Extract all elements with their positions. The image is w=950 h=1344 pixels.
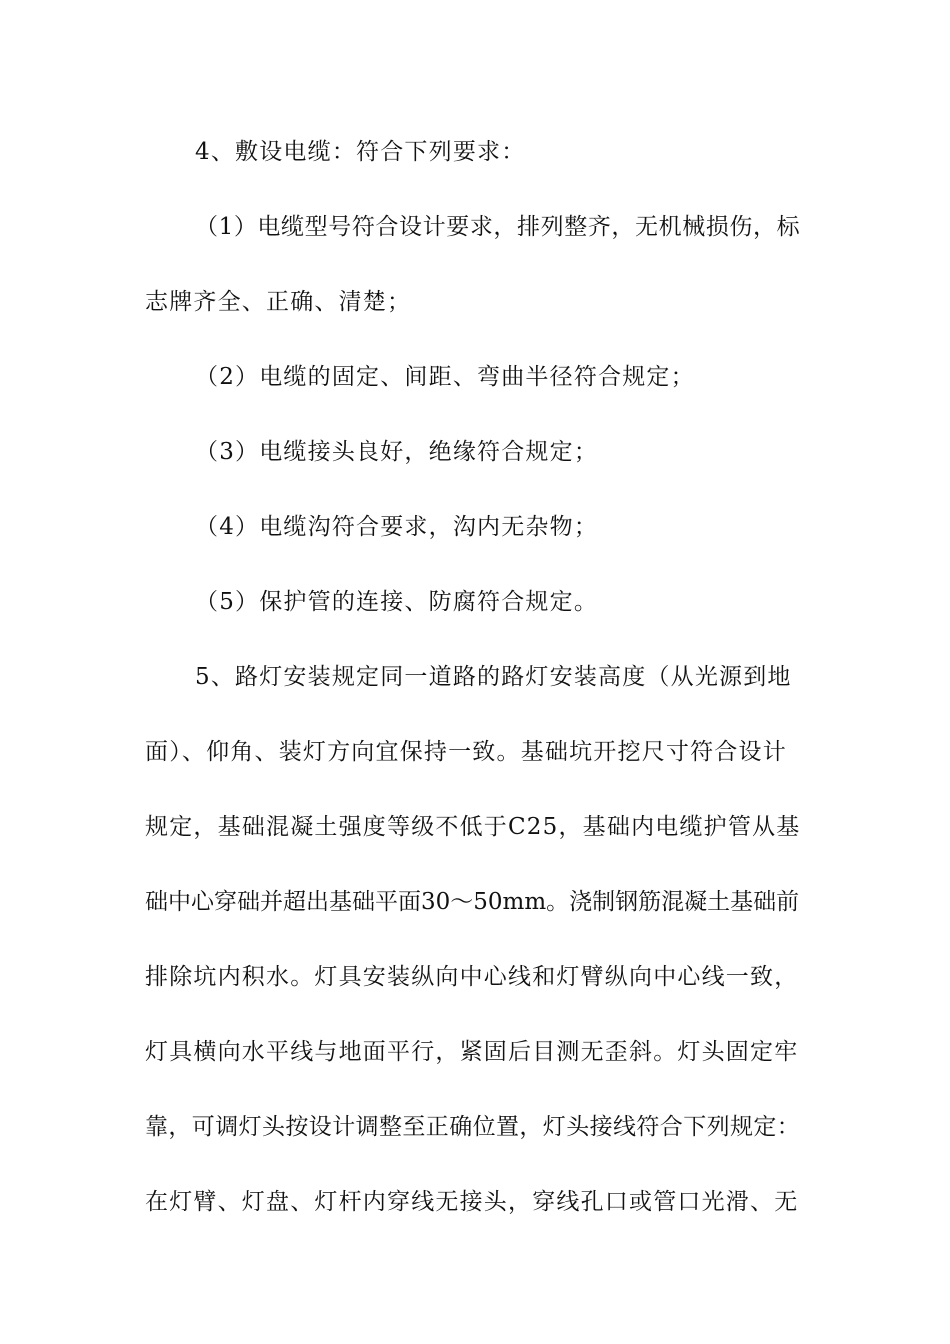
item-5: （5）保护管的连接、防腐符合规定。 (195, 589, 599, 615)
section-5-line-3: 规定，基础混凝土强度等级不低于C25，基础内电缆护管从基 (145, 814, 801, 840)
section-5-line-2: 面）、仰角、装灯方向宜保持一致。基础坑开挖尺寸符合设计 (145, 739, 787, 765)
section-5-line-7: 靠，可调灯头按设计调整至正确位置，灯头接线符合下列规定： (145, 1114, 801, 1140)
section-5-line-4: 础中心穿础并超出基础平面30～50mm。浇制钢筋混凝土基础前 (145, 889, 800, 915)
item-2: （2）电缆的固定、间距、弯曲半径符合规定； (195, 364, 695, 390)
section-5-line-1: 5、路灯安装规定同一道路的路灯安装高度（从光源到地 (195, 664, 792, 690)
section-5-line-8: 在灯臂、灯盘、灯杆内穿线无接头，穿线孔口或管口光滑、无 (145, 1189, 799, 1215)
section-4-heading: 4、敷设电缆：符合下列要求： (195, 139, 526, 165)
item-1-line-1: （1）电缆型号符合设计要求，排列整齐，无机械损伤，标 (195, 214, 801, 240)
section-5-line-6: 灯具横向水平线与地面平行，紧固后目测无歪斜。灯头固定牢 (145, 1039, 799, 1065)
section-5-line-5: 排除坑内积水。灯具安装纵向中心线和灯臂纵向中心线一致， (145, 964, 799, 990)
item-3: （3）电缆接头良好，绝缘符合规定； (195, 439, 599, 465)
item-4: （4）电缆沟符合要求，沟内无杂物； (195, 514, 599, 540)
item-1-line-2: 志牌齐全、正确、清楚； (145, 289, 412, 315)
